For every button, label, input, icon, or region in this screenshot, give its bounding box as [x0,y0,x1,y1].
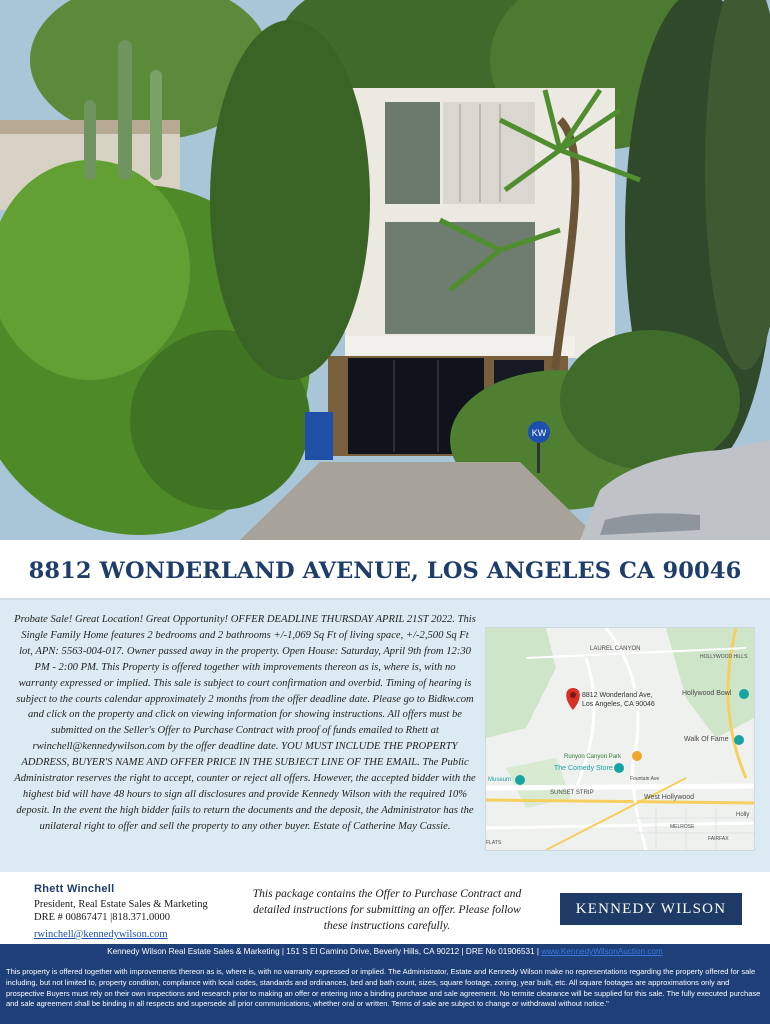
footer-company-text: Kennedy Wilson Real Estate Sales & Marketing | 151 S El Camino Drive, Beverly Hills, CA 90212 | DRE No 01906531 | [107,947,542,956]
map-label-melrose: MELROSE [670,824,695,830]
agent-name: Rhett Winchell [34,883,115,895]
map-pin-label [582,691,655,709]
map-label-hollywood-hills: HOLLYWOOD HILLS [700,654,748,660]
map-label-flats: FLATS [486,840,502,846]
location-map[interactable] [485,627,755,851]
poi-icon-runyon [632,751,642,761]
footer-website-link[interactable]: www.KennedyWilsonAuction.com [541,947,663,956]
map-pin-label-line2: Los Angeles, CA 90046 [582,701,655,708]
agent-contact [34,883,234,942]
map-label-comedy-store: The Comedy Store [554,765,613,772]
map-label-fountain: Fountain Ave [630,776,660,782]
package-note: This package contains the Offer to Purchase Contract and detailed instructions for submitting an offer. Please follow these instructions carefully. [252,888,522,932]
map-label-runyon: Runyon Canyon Park [564,754,622,760]
map-label-hollywood-bowl: Hollywood Bowl [682,690,732,697]
map-label-laurel-canyon: LAUREL CANYON [590,646,641,652]
poi-icon-comedy-store [614,763,624,773]
map-label-walk-of-fame: Walk Of Fame [684,736,729,743]
map-label-fairfax: FAIRFAX [708,836,729,842]
agent-email-link[interactable]: rwinchell@kennedywilson.com [34,929,168,940]
property-description: Probate Sale! Great Location! Great Opportunity! OFFER DEADLINE THURSDAY APRIL 21ST 2022. This Single Family Home features 2 bedrooms and 2 bathrooms +/-1,069 Sq Ft of living space, +/-2,500 Sq Ft lot, APN: 5563-004-017. Owner passed away in the property. Open House: Saturday, April 9th from 12:30 PM - 2:00 PM. This Property is offered together with improvements thereon as is, where is, with no warranty expressed or implied. This sale is subject to court confirmation and overbid. Timing of hearing is subject to the courts calendar approximately 2 months from the offer deadline date. Please go to Bidkw.com and click on the property and click on viewing information for showing instructions. All offers must be submitted on the Seller's Offer to Purchase Contract with proof of funds emailed to Rhett at rwinchell@kennedywilson.com by the offer deadline date. YOU MUST INCLUDE THE PROPERTY ADDRESS, BUYER'S NAME AND OFFER PRICE IN THE SUBJECT LINE OF THE EMAIL. The Public Administrator reserves the right to accept, counter or reject all offers. However, the accepted bidder with the highest bid will have 48 hours to sign all disclosures and provide Kennedy Wilson with the required 10% deposit. In the event the high bidder fails to return the documents and the deposit, the Administrator has the unilateral right to offer and sell the property to any other buyer. Estate of Catherine May Cassie. [14,614,476,832]
map-label-sunset-strip: SUNSET STRIP [550,790,594,796]
map-label-museum: Museum [488,777,512,783]
poi-icon-walk-of-fame [734,735,744,745]
poi-icon-hollywood-bowl [739,689,749,699]
map-label-hollywood: Holly [736,812,750,818]
agent-dre-phone: DRE # 00867471 |818.371.0000 [34,911,170,923]
map-pin-label-line1: 8812 Wonderland Ave, [582,692,653,699]
map-label-west-hollywood: West Hollywood [644,794,695,801]
agent-title: President, Real Estate Sales & Marketing [34,899,208,910]
yard-sign-text: KW [531,428,547,438]
poi-icon-museum [515,775,525,785]
footer-disclaimer: This property is offered together with improvements thereon as is, where is, with no warranty expressed or implied. The Administrator, Estate and Kennedy Wilson make no representations regarding the property offered for sale including, but not limited to, property condition, compliance with local codes, standards and ordinances, bed and bath count, sizes, square footage, zoning, year built, etc. All square footages are approximations only and prospective Buyers must rely on their own inspections and research prior to making an offer or entering into a binding purchase and sale agreement. No termite clearance will be supplied for this sale. The fully executed purchase and sale agreement shall be binding in all respects and supersede all prior communications, whether oral or written. Terms of sale are subject to change or withdrawal without notice." [6,967,761,1009]
page-title: 8812 WONDERLAND AVENUE, LOS ANGELES CA 90046 [28,558,742,584]
kennedy-wilson-logo: KENNEDY WILSON [560,893,742,925]
footer-company-line [0,947,770,956]
